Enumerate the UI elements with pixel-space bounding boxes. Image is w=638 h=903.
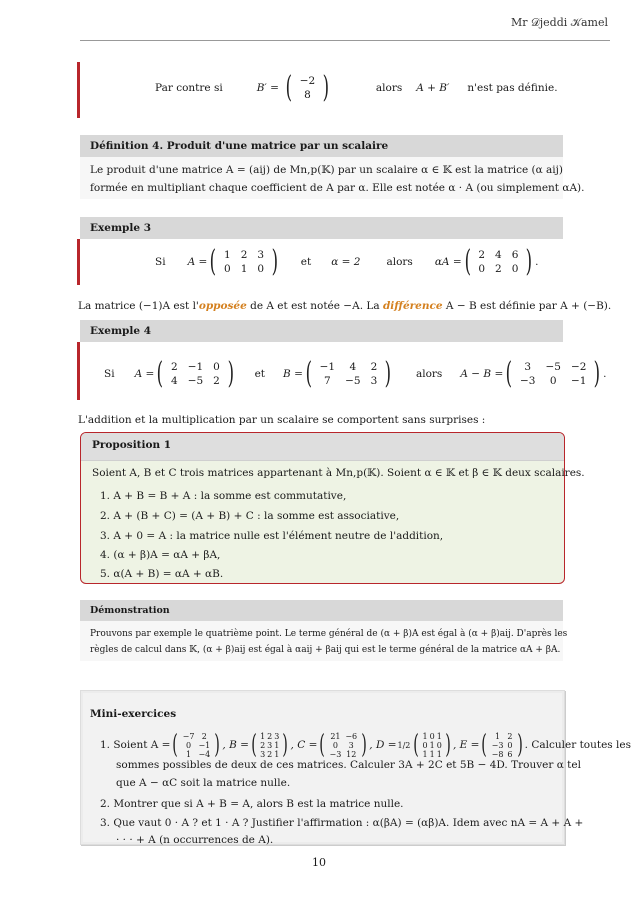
- example4-matrix-B: ( −1 4 2 7 −5 3 ): [305, 356, 392, 391]
- top-row-bprime: B′ =: [256, 82, 279, 94]
- demonstration-line-1: Prouvons par exemple le quatrième point. Le terme général de (α + β)A est égal à (α + β)aij. D'après les: [90, 629, 568, 639]
- example4-alors: alors: [415, 368, 443, 380]
- proposition-item-2: 2. A + (B + C) = (A + B) + C : la somme est associative,: [100, 510, 400, 522]
- proposition-box: [80, 432, 565, 584]
- page-header-author: Mr 𝒟jeddi 𝒦amel: [510, 16, 608, 29]
- mini-item-3-line-1: 3. Que vaut 0 · A ? et 1 · A ? Justifier l'affirmation : α(βA) = (αβ)A. Idem avec nA = A + A +: [100, 817, 584, 829]
- top-row-alors: alors: [375, 82, 403, 94]
- mini-matrix-A: ( −7 2 0 −1 1 −4 ): [172, 730, 221, 760]
- header-rule: [80, 40, 610, 41]
- example4-B-label: B =: [283, 368, 303, 380]
- demonstration-line-2: règles de calcul dans 𝕂, (α + β)aij est égal à αaij + βaij qui est le terme général de la matrice αA + βA.: [90, 645, 561, 655]
- example4-et: et: [254, 368, 266, 380]
- example3-A-label: A =: [187, 256, 208, 268]
- term-difference: différence: [382, 300, 443, 312]
- definition-line-1: Le produit d'une matrice A = (aij) de Mn,p(𝕂) par un scalaire α ∈ 𝕂 est la matrice (α aij): [90, 164, 564, 176]
- mini-item-1-line-3: que A − αC soit la matrice nulle.: [116, 777, 291, 789]
- top-row: [155, 68, 558, 108]
- example3-red-bar: [77, 239, 80, 285]
- opposite-paragraph: La matrice (−1)A est l'opposée de A et est notée −A. La différence A − B est définie par A + (−B).: [78, 300, 612, 312]
- mini-matrix-B: ( 1 2 3 2 3 1 3 2 1 ): [251, 730, 289, 760]
- vector-bprime: ( −2 8 ): [285, 70, 330, 105]
- mini-item-1-line-2: sommes possibles de deux de ces matrices. Calculer 3A + 2C et 5B − 4D. Trouver α tel: [116, 759, 581, 771]
- example3-title: Exemple 3: [90, 222, 152, 234]
- proposition-item-1: 1. A + B = B + A : la somme est commutative,: [100, 490, 347, 502]
- example3-row: [155, 243, 538, 281]
- example3-matrix-A: ( 1 2 3 0 1 0 ): [209, 244, 279, 279]
- example4-row: [104, 354, 606, 394]
- mini-half-fraction: 1/2: [397, 740, 411, 750]
- mini-matrix-D: ( 1 0 1 0 1 0 1 1 1 ): [413, 730, 451, 760]
- example3-si: Si: [155, 256, 166, 268]
- mini-item-1-label: 1. Soient A =: [100, 739, 171, 751]
- top-row-suffix: n'est pas définie.: [467, 82, 558, 94]
- addition-paragraph: L'addition et la multiplication par un scalaire se comportent sans surprises :: [78, 414, 486, 426]
- example4-title: Exemple 4: [90, 325, 152, 337]
- example4-matrix-diff: ( 3 −5 −2 −3 0 −1 ): [505, 356, 601, 391]
- proposition-item-3: 3. A + 0 = A : la matrice nulle est l'élément neutre de l'addition,: [100, 530, 444, 542]
- example3-aA-label: αA =: [434, 256, 462, 268]
- example4-header: [80, 320, 563, 342]
- proposition-item-5: 5. α(A + B) = αA + αB.: [100, 568, 224, 580]
- example4-red-bar: [77, 342, 80, 400]
- example4-dot: .: [603, 368, 607, 380]
- top-row-sum: A + B′: [416, 82, 450, 94]
- example4-A-label: A =: [134, 368, 155, 380]
- proposition-title: Proposition 1: [92, 439, 172, 451]
- example-red-bar: [77, 62, 80, 118]
- mini-exercises-title: Mini-exercices: [90, 708, 177, 720]
- mini-item-1-row: 1. Soient A = ( −7 2 0 −1 1 −4 ) , B = ( 1 2 3 2 3 1 3 2 1 ) , C = ( 21 −6 0 3 −3 12 ) , D = 1/2 ( 1 0 1 0 1 0 1 1 1 ) , E = ( 1 2 −3 0 −8 6 ) . Calculer toutes les: [100, 730, 631, 760]
- term-opposee: opposée: [198, 300, 247, 312]
- example3-et: et: [300, 256, 312, 268]
- example3-header: [80, 217, 563, 239]
- example3-dot: .: [535, 256, 539, 268]
- definition-title: Définition 4. Produit d'une matrice par un scalaire: [90, 140, 389, 152]
- proposition-item-4: 4. (α + β)A = αA + βA,: [100, 549, 221, 561]
- mini-matrix-C: ( 21 −6 0 3 −3 12 ): [319, 730, 367, 760]
- definition-line-2: formée en multipliant chaque coefficient de A par α. Elle est notée α · A (ou simplement αA).: [90, 182, 585, 194]
- demonstration-title: Démonstration: [90, 605, 170, 616]
- example3-matrix-aA: ( 2 4 6 0 2 0 ): [464, 244, 533, 279]
- mini-matrix-E: ( 1 2 −3 0 −8 6 ): [481, 730, 523, 760]
- page-number: 10: [312, 856, 326, 869]
- example4-matrix-A: ( 2 −1 0 4 −5 2 ): [156, 356, 234, 391]
- mini-item-2: 2. Montrer que si A + B = A, alors B est la matrice nulle.: [100, 798, 404, 810]
- mini-item-3-line-2: · · · + A (n occurrences de A).: [116, 834, 274, 846]
- proposition-intro: Soient A, B et C trois matrices appartenant à Mn,p(𝕂). Soient α ∈ 𝕂 et β ∈ 𝕂 deux scalaires.: [92, 467, 585, 479]
- example4-si: Si: [104, 368, 115, 380]
- example4-D-label: A − B =: [460, 368, 504, 380]
- example3-alors: alors: [386, 256, 413, 268]
- top-row-prefix: Par contre si: [155, 82, 223, 94]
- example3-alpha: α = 2: [331, 256, 361, 268]
